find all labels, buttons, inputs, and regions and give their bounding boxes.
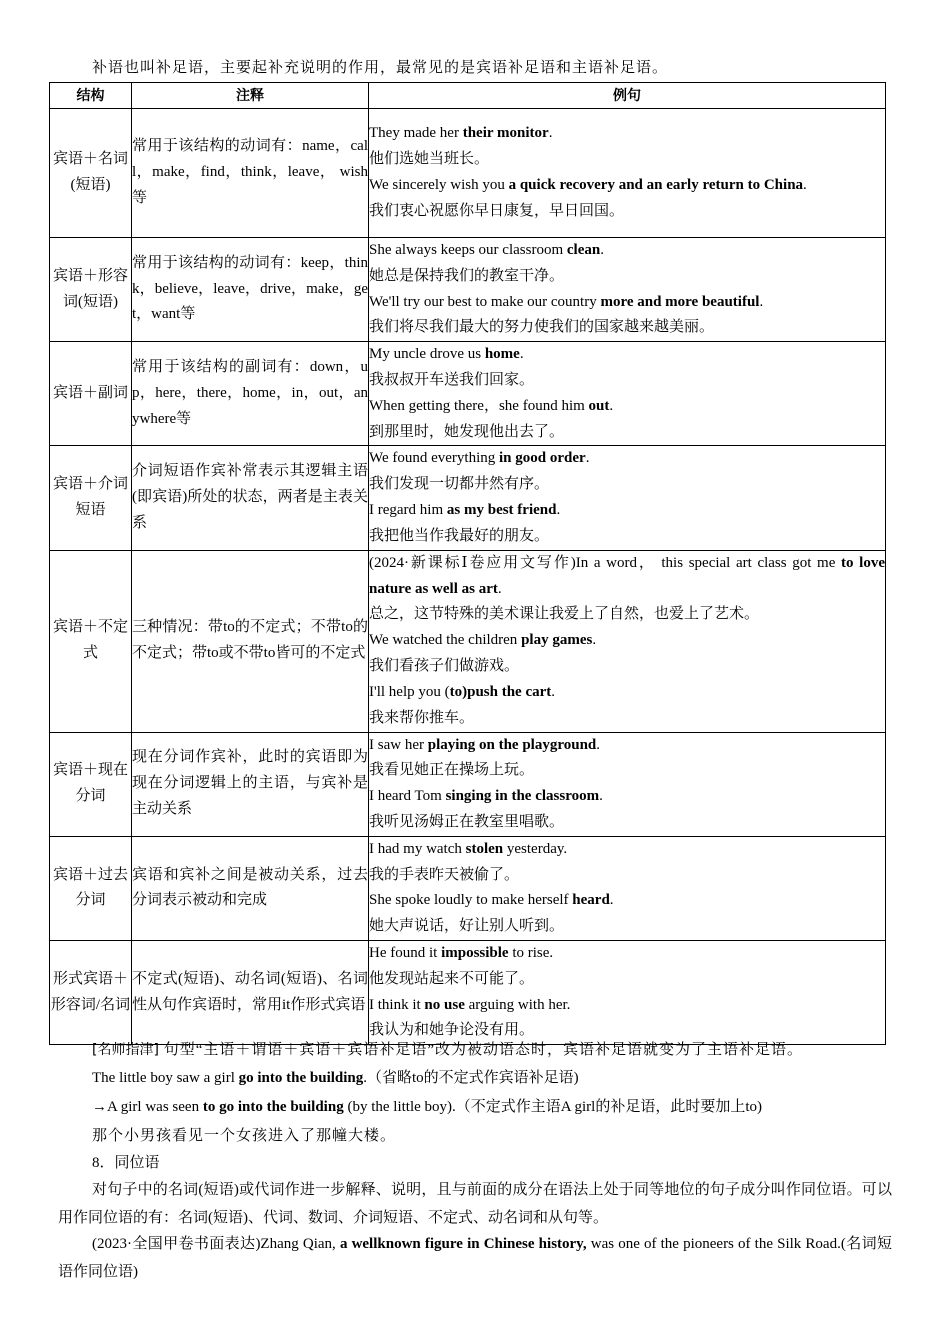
header-structure: 结构 — [50, 83, 132, 109]
example-line — [369, 264, 885, 290]
example-line — [369, 602, 885, 628]
example-line — [369, 147, 885, 173]
example-line — [369, 706, 885, 732]
para2-post: was one of the pioneers of the Silk Road.(名词短语作同位语) — [58, 1236, 892, 1280]
example-line — [369, 654, 885, 680]
example-line — [369, 888, 885, 914]
example-text: 他们选她当班长。 — [369, 151, 490, 168]
cell-note: 常用于该结构的副词有：down，up，here，there，home，in，out，anywhere等 — [132, 342, 369, 446]
example-bold-text: a quick recovery and an early return to China — [508, 177, 804, 193]
example-text: I'll help you ( — [369, 683, 450, 700]
example-line — [369, 472, 885, 498]
example-text: I think it — [369, 996, 425, 1013]
header-note: 注释 — [132, 83, 369, 109]
example-line — [369, 524, 885, 550]
example-text: I heard Tom — [369, 788, 446, 805]
example-text-tail: . — [609, 892, 614, 909]
example-text: 我叔叔开车送我们回家。 — [369, 371, 535, 388]
example-text: 到那里时，她发现他出去了。 — [369, 423, 565, 440]
cell-examples — [369, 732, 886, 836]
example-line — [369, 863, 885, 889]
cell-note: 三种情况：带to的不定式；不带to的不定式；带to或不带to皆可的不定式 — [132, 550, 369, 732]
header-example: 例句 — [369, 83, 886, 109]
example-text: We watched the children — [369, 632, 522, 649]
teacher-tip — [92, 1038, 803, 1062]
example-bold-text: home — [484, 346, 520, 363]
example-bold-text: their monitor — [462, 125, 549, 142]
example-bold-text: playing on the playground — [427, 736, 597, 753]
example-text: He found it — [369, 944, 442, 961]
example-text: We found everything — [369, 450, 500, 467]
example-line — [369, 342, 885, 368]
example-bold-text: to)push the cart — [449, 683, 552, 700]
cell-note: 常用于该结构的动词有：name，call，make，find，think，leave， wish等 — [132, 109, 369, 238]
table-row — [50, 446, 886, 550]
table-row — [50, 342, 886, 446]
section-paragraph-2 — [58, 1230, 892, 1286]
tip-example-2 — [92, 1095, 762, 1116]
example-text-tail: . — [596, 736, 601, 753]
example-bold-text: in good order — [499, 450, 586, 467]
example-text: 总之，这节特殊的美术课让我爱上了自然，也爱上了艺术。 — [369, 606, 760, 623]
example-line — [369, 914, 885, 940]
example-text: 她大声说话，好让别人听到。 — [369, 918, 565, 935]
example-line — [369, 967, 885, 993]
example-line — [369, 446, 885, 472]
tip-example-1 — [92, 1066, 579, 1087]
example-text-tail: . — [548, 125, 553, 142]
example-text: 他发现站起来不可能了。 — [369, 970, 535, 987]
example-text-tail: . — [519, 346, 524, 363]
example-line — [369, 733, 885, 759]
example-text-tail: arguing with her. — [464, 996, 571, 1013]
example-line — [369, 290, 885, 316]
example-line — [369, 993, 885, 1019]
example-text: We'll try our best to make our country — [369, 293, 601, 310]
example-text: They made her — [369, 125, 463, 142]
example-text: When getting there，she found him — [369, 397, 589, 414]
example-line — [369, 368, 885, 394]
tip-ex2-bold: to go into the building — [202, 1099, 344, 1115]
example-line — [369, 498, 885, 524]
example-line — [369, 680, 885, 706]
example-line — [369, 121, 885, 147]
cell-examples — [369, 550, 886, 732]
cell-note: 现在分词作宾补，此时的宾语即为现在分词逻辑上的主语，与宾补是主动关系 — [132, 732, 369, 836]
section-paragraph-1: 对句子中的名词(短语)或代词作进一步解释、说明，且与前面的成分在语法上处于同等地位的句子成分叫作同位语。可以用作同位语的有：名词(短语)、代词、数词、介词短语、不定式、动名词和从句等。 — [58, 1182, 892, 1226]
example-line — [369, 784, 885, 810]
cell-note: 宾语和宾补之间是被动关系，过去分词表示被动和完成 — [132, 836, 369, 940]
example-text: 我把他当作我最好的朋友。 — [369, 527, 550, 544]
example-text: 我的手表昨天被偷了。 — [369, 866, 520, 883]
tip-text: 句型“主语＋谓语＋宾语＋宾语补足语”改为被动语态时，宾语补足语就变为了主语补足语。 — [158, 1042, 804, 1058]
example-text-tail: . — [759, 293, 764, 310]
cell-structure: 宾语＋不定式 — [50, 550, 132, 732]
example-text: (2024·新课标Ⅰ卷应用文写作)In a word， this special art class got me — [369, 554, 842, 571]
example-line — [369, 758, 885, 784]
example-line — [369, 420, 885, 446]
example-bold-text: out — [588, 397, 610, 414]
cell-structure: 宾语＋副词 — [50, 342, 132, 446]
example-text: 我们发现一切都井然有序。 — [369, 476, 550, 493]
cell-structure: 形式宾语＋形容词/名词 — [50, 940, 132, 1044]
example-line — [369, 173, 885, 199]
table-row — [50, 109, 886, 238]
example-text: 我看见她正在操场上玩。 — [369, 762, 535, 779]
example-text: I saw her — [369, 736, 428, 753]
example-bold-text: clean — [566, 242, 601, 258]
example-text: 我认为和她争论没有用。 — [369, 1022, 535, 1039]
example-text: She always keeps our classroom — [369, 242, 567, 258]
para2-bold: a wellknown figure in Chinese history, — [339, 1236, 587, 1252]
example-text-tail: . — [585, 450, 590, 467]
example-line — [369, 238, 885, 264]
complement-table — [49, 82, 886, 1045]
tip-ex1-post: .（省略to的不定式作宾语补足语) — [363, 1070, 579, 1086]
example-bold-text: heard — [572, 892, 610, 909]
tip-tag: [名师指津] — [92, 1042, 159, 1058]
intro-text: 补语也叫补足语，主要起补充说明的作用，最常见的是宾语补足语和主语补足语。 — [92, 60, 669, 76]
cell-note: 介词短语作宾补常表示其逻辑主语(即宾语)所处的状态，两者是主表关系 — [132, 446, 369, 550]
example-bold-text: as my best friend — [446, 501, 557, 518]
example-text: She spoke loudly to make herself — [369, 892, 573, 909]
example-text-tail: . — [556, 501, 561, 518]
example-text-tail: . — [599, 788, 603, 805]
cell-examples — [369, 238, 886, 342]
example-text-tail: . — [803, 177, 807, 193]
section-title: 8．同位语 — [92, 1155, 160, 1171]
example-text: I had my watch — [369, 840, 466, 857]
table-row — [50, 836, 886, 940]
example-bold-text: singing in the classroom — [445, 788, 600, 805]
example-text: 我们将尽我们最大的努力使我们的国家越来越美丽。 — [369, 319, 715, 336]
cell-note: 不定式(短语)、动名词(短语)、名词性从句作宾语时，常用it作形式宾语 — [132, 940, 369, 1044]
example-bold-text: impossible — [441, 944, 509, 961]
cell-examples — [369, 836, 886, 940]
example-line — [369, 810, 885, 836]
cell-examples — [369, 446, 886, 550]
example-text-tail: to rise. — [508, 944, 554, 961]
table-header-row — [50, 83, 886, 109]
example-text-tail: . — [551, 683, 556, 700]
tip-ex2-post: (by the little boy).（不定式作主语A girl的补足语，此时要加上to) — [343, 1099, 763, 1115]
example-line — [369, 551, 885, 603]
example-text-tail: . — [609, 397, 614, 414]
example-text: 我来帮你推车。 — [369, 709, 475, 726]
example-line — [369, 837, 885, 863]
example-line — [369, 394, 885, 420]
table-row — [50, 732, 886, 836]
cell-examples — [369, 940, 886, 1044]
example-bold-text: to love nature as well as art — [369, 554, 885, 597]
tip-ex2-pre: →A girl was seen — [92, 1099, 203, 1115]
table-row — [50, 550, 886, 732]
tip-example-translation: 那个小男孩看见一个女孩进入了那幢大楼。 — [92, 1128, 397, 1144]
tip-ex1-pre: The little boy saw a girl — [92, 1070, 239, 1086]
example-line — [369, 315, 885, 341]
example-text-tail: . — [592, 632, 597, 649]
example-text: My uncle drove us — [369, 346, 485, 363]
tip-ex1-bold: go into the building — [238, 1070, 364, 1086]
example-text-tail: . — [600, 242, 604, 258]
example-text-tail: . — [497, 580, 502, 597]
cell-note: 常用于该结构的动词有：keep，think，believe，leave，drive，make，get，want等 — [132, 238, 369, 342]
example-line — [369, 628, 885, 654]
example-line — [369, 941, 885, 967]
example-bold-text: more and more beautiful — [600, 293, 760, 310]
example-bold-text: play games — [521, 632, 593, 649]
table-row — [50, 238, 886, 342]
example-text: We sincerely wish you — [369, 177, 509, 193]
cell-structure: 宾语＋过去分词 — [50, 836, 132, 940]
example-text: 她总是保持我们的教室干净。 — [369, 267, 565, 284]
example-text-tail: yesterday. — [503, 840, 568, 857]
example-line — [369, 199, 885, 225]
example-text: 我听见汤姆正在教室里唱歌。 — [369, 813, 565, 830]
example-bold-text: no use — [424, 996, 465, 1013]
example-text: I regard him — [369, 501, 447, 518]
cell-structure: 宾语＋介词短语 — [50, 446, 132, 550]
cell-structure: 宾语＋形容词(短语) — [50, 238, 132, 342]
cell-structure: 宾语＋现在分词 — [50, 732, 132, 836]
cell-structure: 宾语＋名词(短语) — [50, 109, 132, 238]
table-row — [50, 940, 886, 1044]
example-bold-text: stolen — [465, 840, 504, 857]
example-text: 我们衷心祝愿你早日康复，早日回国。 — [369, 202, 625, 219]
para2-pre: (2023·全国甲卷书面表达)Zhang Qian, — [92, 1236, 340, 1252]
cell-examples — [369, 342, 886, 446]
example-text: 我们看孩子们做游戏。 — [369, 657, 520, 674]
cell-examples — [369, 109, 886, 238]
